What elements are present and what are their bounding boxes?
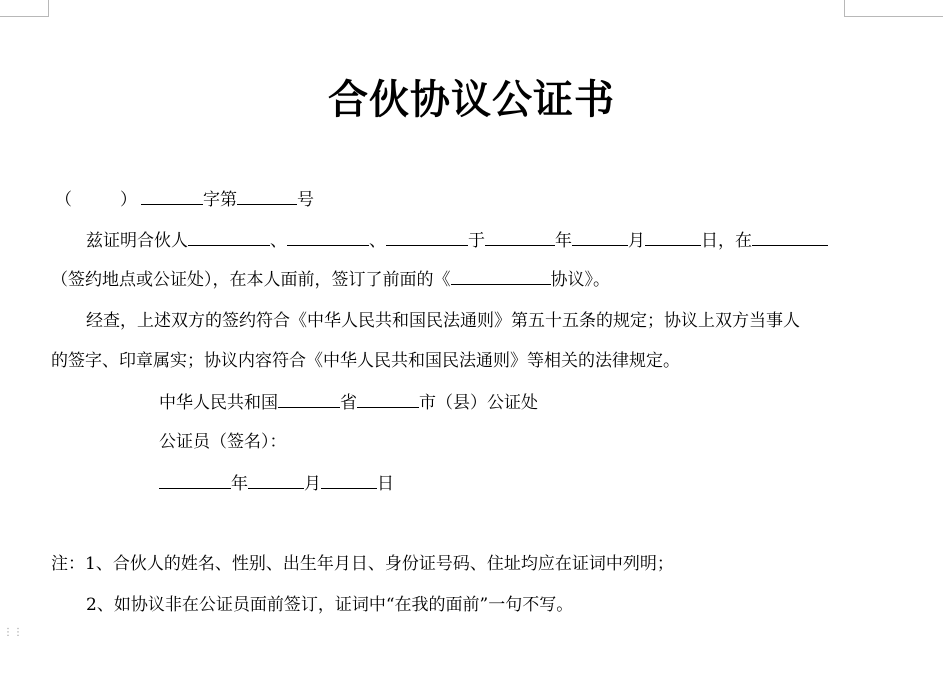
blank-field[interactable]: [141, 187, 203, 205]
text-segment: 中华人民共和国: [159, 393, 278, 413]
text-segment: 月: [304, 474, 321, 494]
zi-di-label: 字第: [203, 190, 237, 210]
text-segment: 、: [369, 231, 386, 251]
hao-label: 号: [297, 190, 314, 210]
number-line: [55, 187, 314, 212]
text-segment: 年: [555, 231, 572, 251]
para2-line2: 的签字、印章属实；协议内容符合《中华人民共和国民法通则》等相关的法律规定。: [51, 351, 680, 371]
blank-field[interactable]: [386, 228, 468, 246]
text-segment: 月: [628, 231, 645, 251]
para2-line1: 经查，上述双方的签约符合《中华人民共和国民法通则》第五十五条的规定；协议上双方当事人: [86, 311, 800, 331]
blank-field[interactable]: [752, 228, 828, 246]
blank-field[interactable]: [278, 390, 340, 408]
text-segment: 于: [468, 231, 485, 251]
document-title: 合伙协议公证书: [328, 76, 615, 123]
text-segment: 协议》。: [550, 270, 610, 290]
text-segment: 日，在: [701, 231, 752, 251]
blank-field[interactable]: [321, 471, 377, 489]
drag-handle-icon[interactable]: ⋮⋮: [3, 627, 23, 638]
blank-field[interactable]: [572, 228, 628, 246]
text-segment: 、: [270, 231, 287, 251]
note-2: 2、如协议非在公证员面前签订，证词中“在我的面前”一句不写。: [86, 595, 574, 615]
blank-field[interactable]: [645, 228, 701, 246]
text-segment: 市（县）公证处: [419, 393, 538, 413]
blank-field[interactable]: [451, 267, 551, 285]
blank-field[interactable]: [159, 471, 231, 489]
blank-field[interactable]: [237, 187, 297, 205]
date-line: [159, 471, 394, 496]
crop-mark-top-left: [0, 0, 49, 17]
blank-field[interactable]: [248, 471, 304, 489]
blank-field[interactable]: [188, 228, 270, 246]
text-segment: 日: [377, 474, 394, 494]
text-segment: （签约地点或公证处），在本人面前，签订了前面的《: [51, 270, 451, 290]
crop-mark-top-right: [844, 0, 943, 17]
text-segment: 兹证明合伙人: [86, 231, 188, 251]
para1-line1: [86, 228, 828, 253]
note-1: 注：1、合伙人的姓名、性别、出生年月日、身份证号码、住址均应在证词中列明；: [51, 554, 674, 574]
blank-field[interactable]: [287, 228, 369, 246]
text-segment: 省: [340, 393, 357, 413]
office-line: [159, 390, 538, 415]
notary-signature-line: 公证员（签名）：: [159, 432, 287, 452]
para1-line2: [51, 267, 610, 292]
open-paren: （: [55, 190, 72, 210]
blank-field[interactable]: [357, 390, 419, 408]
text-segment: 年: [231, 474, 248, 494]
blank-field[interactable]: [485, 228, 555, 246]
close-paren: ）: [120, 190, 137, 210]
